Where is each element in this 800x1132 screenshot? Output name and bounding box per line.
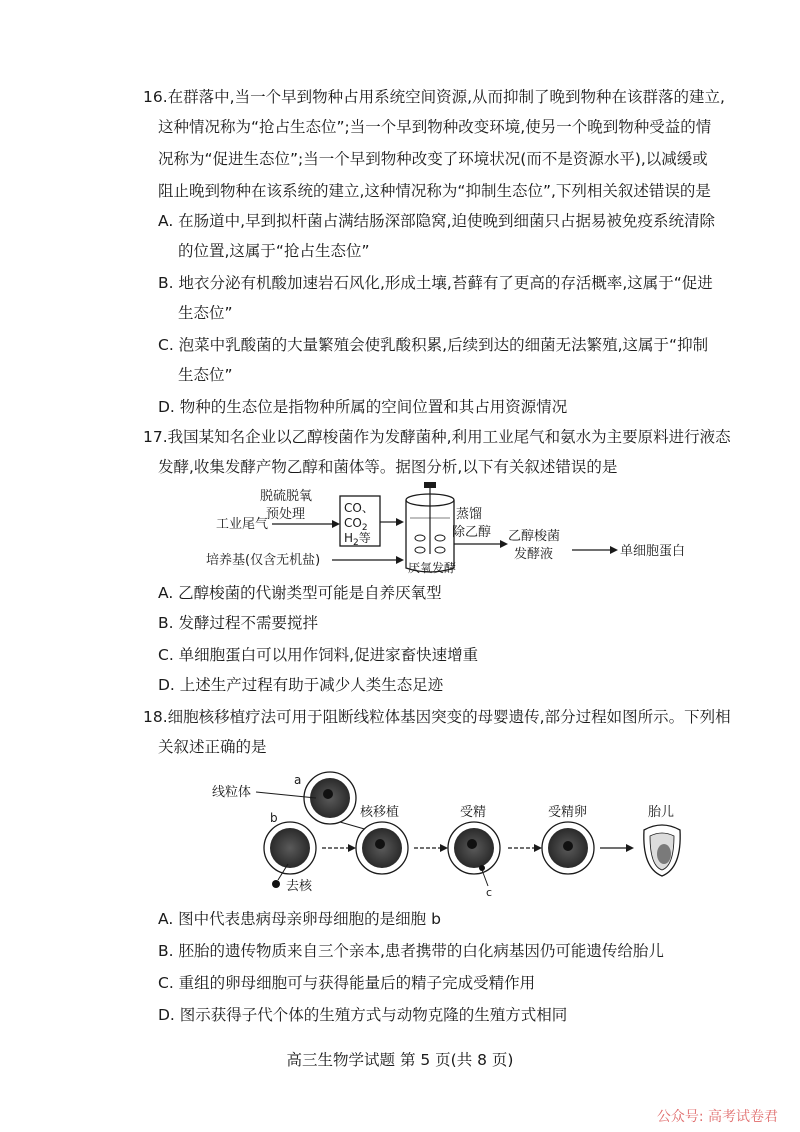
sperm-head [479,865,485,871]
q18-option-a: A. 图中代表患病母亲卵母细胞的是细胞 b [158,910,441,928]
removed-nucleus [272,880,280,888]
fetus-body [657,844,671,864]
gas-co2-label: $CO_2$ [344,516,368,533]
cell-b-cytoplasm [270,828,310,868]
product-label: 单细胞蛋白 [620,544,686,559]
q17-stem-line: 发酵,收集发酵产物乙醇和菌体等。据图分析,以下有关叙述错误的是 [158,458,618,476]
arrow-head [534,844,542,852]
zygote-nucleus [563,841,573,851]
q17-option-b: B. 发酵过程不需要搅拌 [158,614,318,632]
arrow-head [500,540,508,548]
q17-option-d: D. 上述生产过程有助于减少人类生态足迹 [158,676,444,694]
arrow-head [626,844,634,852]
arrow-head [332,520,340,528]
page-footer: 高三生物学试题 第 5 页(共 8 页) [286,1051,514,1069]
q18-stem-line: 关叙述正确的是 [158,738,267,756]
q16-option-b-cont: 生态位” [178,304,233,322]
fetus-label: 胎儿 [648,805,675,820]
input-gas-label: 工业尾气 [216,517,269,532]
q16-stem-line: 况称为“促进生态位”;当一个早到物种改变了环境状况(而不是资源水平),以减缓或 [158,150,708,168]
nuclear-transfer-label: 核移植 [360,805,400,820]
q16-option-c-cont: 生态位” [178,366,233,384]
q16-stem-line: 16.在群落中,当一个早到物种占用系统空间资源,从而抑制了晚到物种在该群落的建立, [143,88,725,106]
label-c: c [486,886,493,899]
q18-option-b: B. 胚胎的遗传物质来自三个亲本,患者携带的白化病基因仍可能遗传给胎儿 [158,942,664,960]
arrow-head [396,518,404,526]
zygote-label: 受精卵 [548,805,588,820]
nuclear-transfer-diagram [190,768,710,900]
pretreat-label-2: 预处理 [266,507,306,522]
pretreat-label-1: 脱硫脱氧 [260,489,313,504]
fertilizing-cell-nucleus [467,839,477,849]
fermentation-process-diagram [200,482,720,584]
stirrer-blade [415,535,425,541]
stirrer-blade [415,547,425,553]
q16-option-d: D. 物种的生态位是指物种所属的空间位置和其占用资源情况 [158,398,568,416]
cell-a-nucleus [323,789,333,799]
q16-stem-line: 阻止晚到物种在该系统的建立,这种情况称为“抑制生态位”,下列相关叙述错误的是 [158,182,711,200]
q18-option-d: D. 图示获得子代个体的生殖方式与动物克隆的生殖方式相同 [158,1006,568,1024]
broth-label-1: 乙醇梭菌 [508,529,561,544]
q18-stem-line: 18.细胞核移植疗法可用于阻断线粒体基因突变的母婴遗传,部分过程如图所示。下列相 [143,708,731,726]
q16-option-b: B. 地衣分泌有机酸加速岩石风化,形成土壤,苔藓有了更高的存活概率,这属于“促进 [158,274,713,292]
gas-h2-label: $H_2$等 [344,531,371,548]
arrow-head [348,844,356,852]
q16-option-a-cont: 的位置,这属于“抢占生态位” [178,242,370,260]
q17-option-a: A. 乙醇梭菌的代谢类型可能是自养厌氧型 [158,584,442,602]
gas-co-label: CO、 [344,501,374,515]
arrow-head [396,556,404,564]
q16-option-a: A. 在肠道中,早到拟杆菌占满结肠深部隐窝,迫使晚到细菌只占据易被免疫系统清除 [158,212,716,230]
q16-stem-line: 这种情况称为“抢占生态位”;当一个早到物种改变环境,使另一个晚到物种受益的情 [158,118,712,136]
q18-option-c: C. 重组的卵母细胞可与获得能量后的精子完成受精作用 [158,974,536,992]
stirrer-motor [424,482,436,488]
arrow-head [440,844,448,852]
fertilize-label: 受精 [460,805,487,820]
q16-option-c: C. 泡菜中乳酸菌的大量繁殖会使乳酸积累,后续到达的细菌无法繁殖,这属于“抑制 [158,336,709,354]
label-a: a [294,773,302,787]
mito-label: 线粒体 [212,785,252,800]
q17-stem-line: 17.我国某知名企业以乙醇梭菌作为发酵菌种,利用工业尾气和氨水为主要原料进行液态 [143,428,731,446]
sperm-tail [482,870,488,886]
q17-option-c: C. 单细胞蛋白可以用作饲料,促进家畜快速增重 [158,646,479,664]
distill-label-1: 蒸馏 [456,507,483,522]
stirrer-blade [435,547,445,553]
stirrer-blade [435,535,445,541]
remove-nucleus-label: 去核 [286,879,313,894]
reconstructed-cell-nucleus [375,839,385,849]
fermenter-label: 厌氧发酵 [408,561,457,575]
arrow-head [610,546,618,554]
distill-label-2: 除乙醇 [452,525,492,540]
broth-label-2: 发酵液 [514,547,554,562]
medium-label: 培养基(仅含无机盐) [206,553,321,568]
watermark-text: 公众号: 高考试卷君 [656,1109,778,1125]
label-b: b [270,811,278,825]
